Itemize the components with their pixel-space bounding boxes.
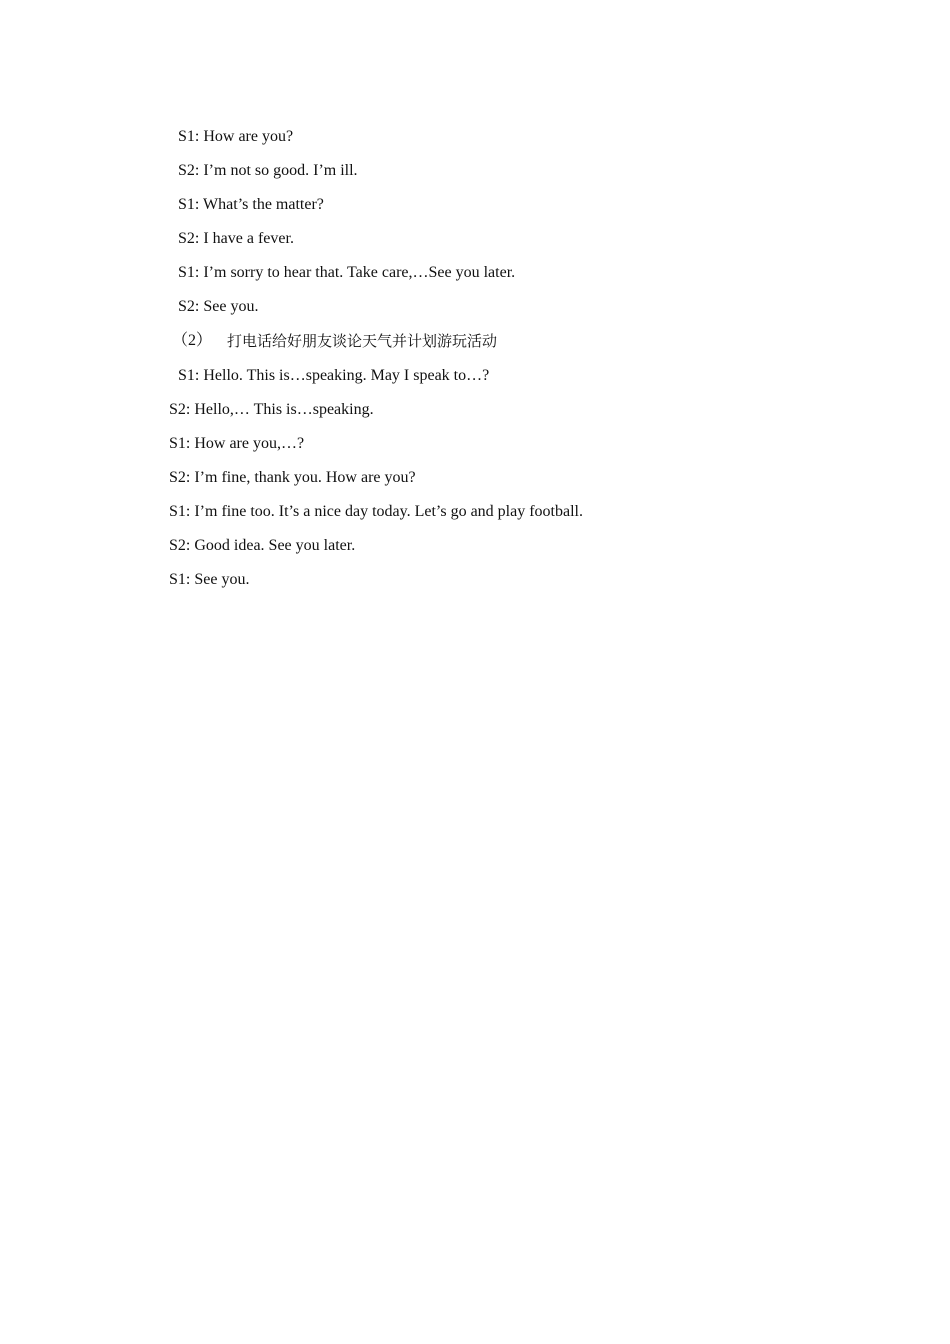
dialogue-line: S2: Hello,… This is…speaking. [169, 401, 374, 418]
dialogue-line: S1: I’m sorry to hear that. Take care,…See you later. [178, 264, 516, 281]
dialogue-line: S1: How are you,…? [169, 435, 305, 452]
dialogue-line: S1: See you. [169, 571, 250, 588]
dialogue-line: S2: Good idea. See you later. [169, 537, 356, 554]
dialogue-line: S2: I’m fine, thank you. How are you? [169, 469, 416, 486]
dialogue-line: S1: How are you? [178, 128, 294, 145]
section-number: （2） [172, 332, 213, 349]
dialogue-line: S2: I’m not so good. I’m ill. [178, 162, 358, 179]
section-title: 打电话给好朋友谈论天气并计划游玩活动 [227, 332, 498, 350]
dialogue-line: S1: I’m fine too. It’s a nice day today. Let’s go and play football. [169, 503, 583, 520]
dialogue-line: S2: I have a fever. [178, 230, 294, 247]
dialogue-line: S1: What’s the matter? [178, 196, 324, 213]
dialogue-line: S2: See you. [178, 298, 259, 315]
dialogue-line: S1: Hello. This is…speaking. May I speak to…? [178, 367, 490, 384]
